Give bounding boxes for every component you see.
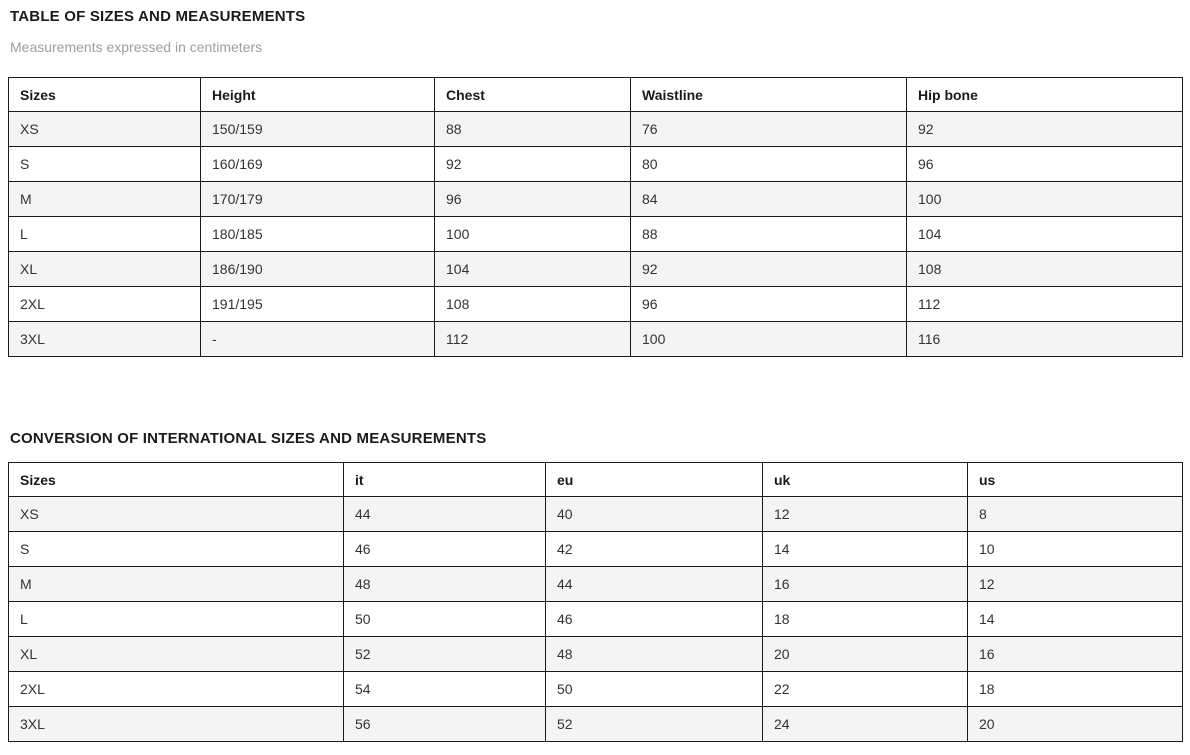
size-label-cell: XS [9,497,344,532]
value-cell: 12 [763,497,968,532]
value-cell: 88 [631,217,907,252]
value-cell: 186/190 [201,252,435,287]
value-cell: 92 [631,252,907,287]
value-cell: 100 [907,182,1183,217]
size-label-cell: S [9,147,201,182]
header-row [9,78,1183,112]
column-header: us [968,463,1183,497]
value-cell: 88 [435,112,631,147]
column-header: Waistline [631,78,907,112]
table-row [9,112,1183,147]
value-cell: 100 [631,322,907,357]
value-cell: 12 [968,567,1183,602]
value-cell: 22 [763,672,968,707]
value-cell: 48 [546,637,763,672]
table-row [9,602,1183,637]
table-row [9,287,1183,322]
size-table-subtitle: Measurements expressed in centimeters [10,39,263,55]
value-cell: 191/195 [201,287,435,322]
value-cell: 108 [907,252,1183,287]
conversion-table-title: CONVERSION OF INTERNATIONAL SIZES AND MEASUREMENTS [10,430,487,447]
value-cell: 48 [344,567,546,602]
value-cell: 18 [968,672,1183,707]
table-row [9,252,1183,287]
size-label-cell: 3XL [9,322,201,357]
column-header: eu [546,463,763,497]
size-table-title: TABLE OF SIZES AND MEASUREMENTS [10,8,306,25]
value-cell: 100 [435,217,631,252]
value-cell: 150/159 [201,112,435,147]
table-row [9,322,1183,357]
value-cell: 18 [763,602,968,637]
size-label-cell: L [9,602,344,637]
value-cell: 52 [546,707,763,742]
value-cell: 76 [631,112,907,147]
column-header: uk [763,463,968,497]
value-cell: 112 [435,322,631,357]
value-cell: 44 [546,567,763,602]
size-label-cell: 3XL [9,707,344,742]
value-cell: 50 [344,602,546,637]
value-cell: 14 [763,532,968,567]
value-cell: 84 [631,182,907,217]
value-cell: 54 [344,672,546,707]
value-cell: 92 [435,147,631,182]
value-cell: 50 [546,672,763,707]
sizes-measurements-table [8,77,1183,357]
size-label-cell: S [9,532,344,567]
bottom-spacer [0,742,1190,755]
value-cell: 20 [763,637,968,672]
value-cell: 96 [631,287,907,322]
table-row [9,182,1183,217]
size-label-cell: 2XL [9,287,201,322]
size-label-cell: L [9,217,201,252]
column-header: Height [201,78,435,112]
size-label-cell: M [9,567,344,602]
column-header: Sizes [9,78,201,112]
value-cell: 108 [435,287,631,322]
value-cell: 16 [763,567,968,602]
value-cell: 52 [344,637,546,672]
value-cell: 16 [968,637,1183,672]
international-conversion-table [8,462,1183,742]
table-row [9,147,1183,182]
table-row [9,637,1183,672]
value-cell: 180/185 [201,217,435,252]
value-cell: - [201,322,435,357]
value-cell: 14 [968,602,1183,637]
column-header: Sizes [9,463,344,497]
value-cell: 42 [546,532,763,567]
size-label-cell: 2XL [9,672,344,707]
column-header: Hip bone [907,78,1183,112]
value-cell: 112 [907,287,1183,322]
table-row [9,672,1183,707]
value-cell: 46 [546,602,763,637]
value-cell: 104 [907,217,1183,252]
size-label-cell: XL [9,252,201,287]
value-cell: 10 [968,532,1183,567]
value-cell: 24 [763,707,968,742]
table-row [9,497,1183,532]
column-header: it [344,463,546,497]
size-label-cell: XS [9,112,201,147]
value-cell: 104 [435,252,631,287]
size-label-cell: M [9,182,201,217]
value-cell: 46 [344,532,546,567]
table-row [9,707,1183,742]
size-chart-page [0,8,1190,755]
value-cell: 56 [344,707,546,742]
value-cell: 80 [631,147,907,182]
table-row [9,567,1183,602]
column-header: Chest [435,78,631,112]
value-cell: 170/179 [201,182,435,217]
value-cell: 96 [435,182,631,217]
value-cell: 20 [968,707,1183,742]
table-row [9,217,1183,252]
value-cell: 160/169 [201,147,435,182]
value-cell: 116 [907,322,1183,357]
value-cell: 92 [907,112,1183,147]
value-cell: 96 [907,147,1183,182]
size-label-cell: XL [9,637,344,672]
header-row [9,463,1183,497]
value-cell: 44 [344,497,546,532]
value-cell: 40 [546,497,763,532]
table-row [9,532,1183,567]
value-cell: 8 [968,497,1183,532]
